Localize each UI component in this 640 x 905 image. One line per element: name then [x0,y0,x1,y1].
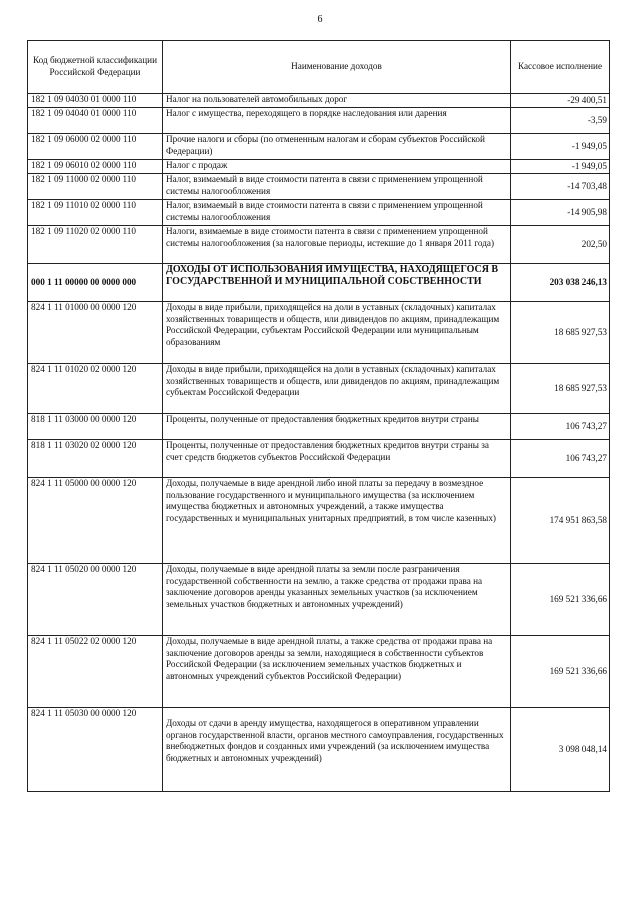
table-row [28,414,610,440]
budget-code: 000 1 11 00000 00 0000 000 [28,264,163,302]
cash-execution: 169 521 336,66 [511,564,610,636]
revenue-name: Налоги, взимаемые в виде стоимости патента в связи с применением упрощенной системы налогообложения (за налоговые периоды, истекшие до 1 января 2011 года) [163,226,511,264]
table-row [28,134,610,160]
budget-code: 182 1 09 11020 02 0000 110 [28,226,163,264]
budget-code: 824 1 11 05000 00 0000 120 [28,478,163,564]
revenue-name: ДОХОДЫ ОТ ИСПОЛЬЗОВАНИЯ ИМУЩЕСТВА, НАХОДЯЩЕГОСЯ В ГОСУДАРСТВЕННОЙ И МУНИЦИПАЛЬНОЙ СОБСТВЕННОСТИ [163,264,511,302]
budget-code: 182 1 09 11010 02 0000 110 [28,200,163,226]
table-row [28,94,610,108]
table-row [28,160,610,174]
revenue-name: Налог, взимаемый в виде стоимости патента в связи с применением упрощенной системы налогообложения [163,174,511,200]
table-row [28,564,610,636]
budget-code: 824 1 11 05030 00 0000 120 [28,708,163,792]
revenue-name: Налог, взимаемый в виде стоимости патента в связи с применением упрощенной системы налогообложения [163,200,511,226]
cash-execution: 169 521 336,66 [511,636,610,708]
cash-execution: 106 743,27 [511,414,610,440]
budget-code: 824 1 11 05020 00 0000 120 [28,564,163,636]
revenue-name: Проценты, полученные от предоставления бюджетных кредитов внутри страны за счет средств бюджетов субъектов Российской Федерации [163,440,511,478]
cash-execution: -1 949,05 [511,160,610,174]
revenue-name: Доходы, получаемые в виде арендной либо иной платы за передачу в возмездное пользование государственного и муниципального имущества (за исключением имущества бюджетных и автономных учреждений, а также имущества государственных и муниципальных унитарных предприятий, в том числе казенных) [163,478,511,564]
cash-execution: -14 905,98 [511,200,610,226]
table-row [28,302,610,364]
budget-code: 818 1 11 03000 00 0000 120 [28,414,163,440]
table-row [28,200,610,226]
budget-code: 182 1 09 04040 01 0000 110 [28,108,163,134]
cash-execution: 3 098 048,14 [511,708,610,792]
table-row-section [28,264,610,302]
budget-code: 824 1 11 01000 00 0000 120 [28,302,163,364]
revenue-name: Налог на пользователей автомобильных дорог [163,94,511,108]
cash-execution: -3,59 [511,108,610,134]
table-row [28,478,610,564]
cash-execution: -14 703,48 [511,174,610,200]
revenue-name: Доходы от сдачи в аренду имущества, находящегося в оперативном управлении органов государственной власти, органов местного самоуправления, государственных внебюджетных фондов и созданных ими учреждений (за исключением имущества бюджетных и автономных учреждений) [163,708,511,792]
revenue-name: Налог с продаж [163,160,511,174]
table-row [28,636,610,708]
header-code: Код бюджетной классификации Российской Федерации [28,41,163,94]
cash-execution: -29 400,51 [511,94,610,108]
budget-code: 182 1 09 04030 01 0000 110 [28,94,163,108]
revenue-name: Доходы, получаемые в виде арендной платы, а также средства от продажи права на заключение договоров аренды за земли, находящиеся в собственности субъектов Российской Федерации (за исключением земельных участков бюджетных и автономных учреждений субъектов Российской Федерации) [163,636,511,708]
header-amount: Кассовое исполнение [511,41,610,94]
page-number: 6 [317,14,323,25]
table-header-row [28,41,610,94]
budget-code: 818 1 11 03020 02 0000 120 [28,440,163,478]
cash-execution: 174 951 863,58 [511,478,610,564]
cash-execution: 18 685 927,53 [511,364,610,414]
table-row [28,364,610,414]
header-name: Наименование доходов [163,41,511,94]
cash-execution: 106 743,27 [511,440,610,478]
table-row [28,174,610,200]
revenue-name: Налог с имущества, переходящего в порядке наследования или дарения [163,108,511,134]
budget-code: 824 1 11 05022 02 0000 120 [28,636,163,708]
budget-code: 182 1 09 11000 02 0000 110 [28,174,163,200]
cash-execution: 202,50 [511,226,610,264]
budget-code: 824 1 11 01020 02 0000 120 [28,364,163,414]
revenue-name: Доходы в виде прибыли, приходящейся на доли в уставных (складочных) капиталах хозяйственных товариществ и обществ, или дивидендов по акциям, принадлежащим Российской Федерации, субъектам Российской Федерации или муниципальным образованиям [163,302,511,364]
table-row [28,440,610,478]
cash-execution: -1 949,05 [511,134,610,160]
table-row [28,226,610,264]
revenue-name: Доходы в виде прибыли, приходящейся на доли в уставных (складочных) капиталах хозяйственных товариществ и обществ, или дивидендов по акциям, принадлежащим субъектам Российской Федерации [163,364,511,414]
budget-code: 182 1 09 06010 02 0000 110 [28,160,163,174]
table-row [28,708,610,792]
budget-code: 182 1 09 06000 02 0000 110 [28,134,163,160]
revenue-name: Прочие налоги и сборы (по отмененным налогам и сборам субъектов Российской Федерации) [163,134,511,160]
cash-execution: 18 685 927,53 [511,302,610,364]
cash-execution: 203 038 246,13 [511,264,610,302]
revenue-table [27,40,610,792]
table-row [28,108,610,134]
revenue-name: Проценты, полученные от предоставления бюджетных кредитов внутри страны [163,414,511,440]
revenue-name: Доходы, получаемые в виде арендной платы за земли после разграничения государственной собственности на землю, а также средства от продажи права на заключение договоров аренды указанных земельных участков (за исключением земельных участков бюджетных и автономных учреждений) [163,564,511,636]
